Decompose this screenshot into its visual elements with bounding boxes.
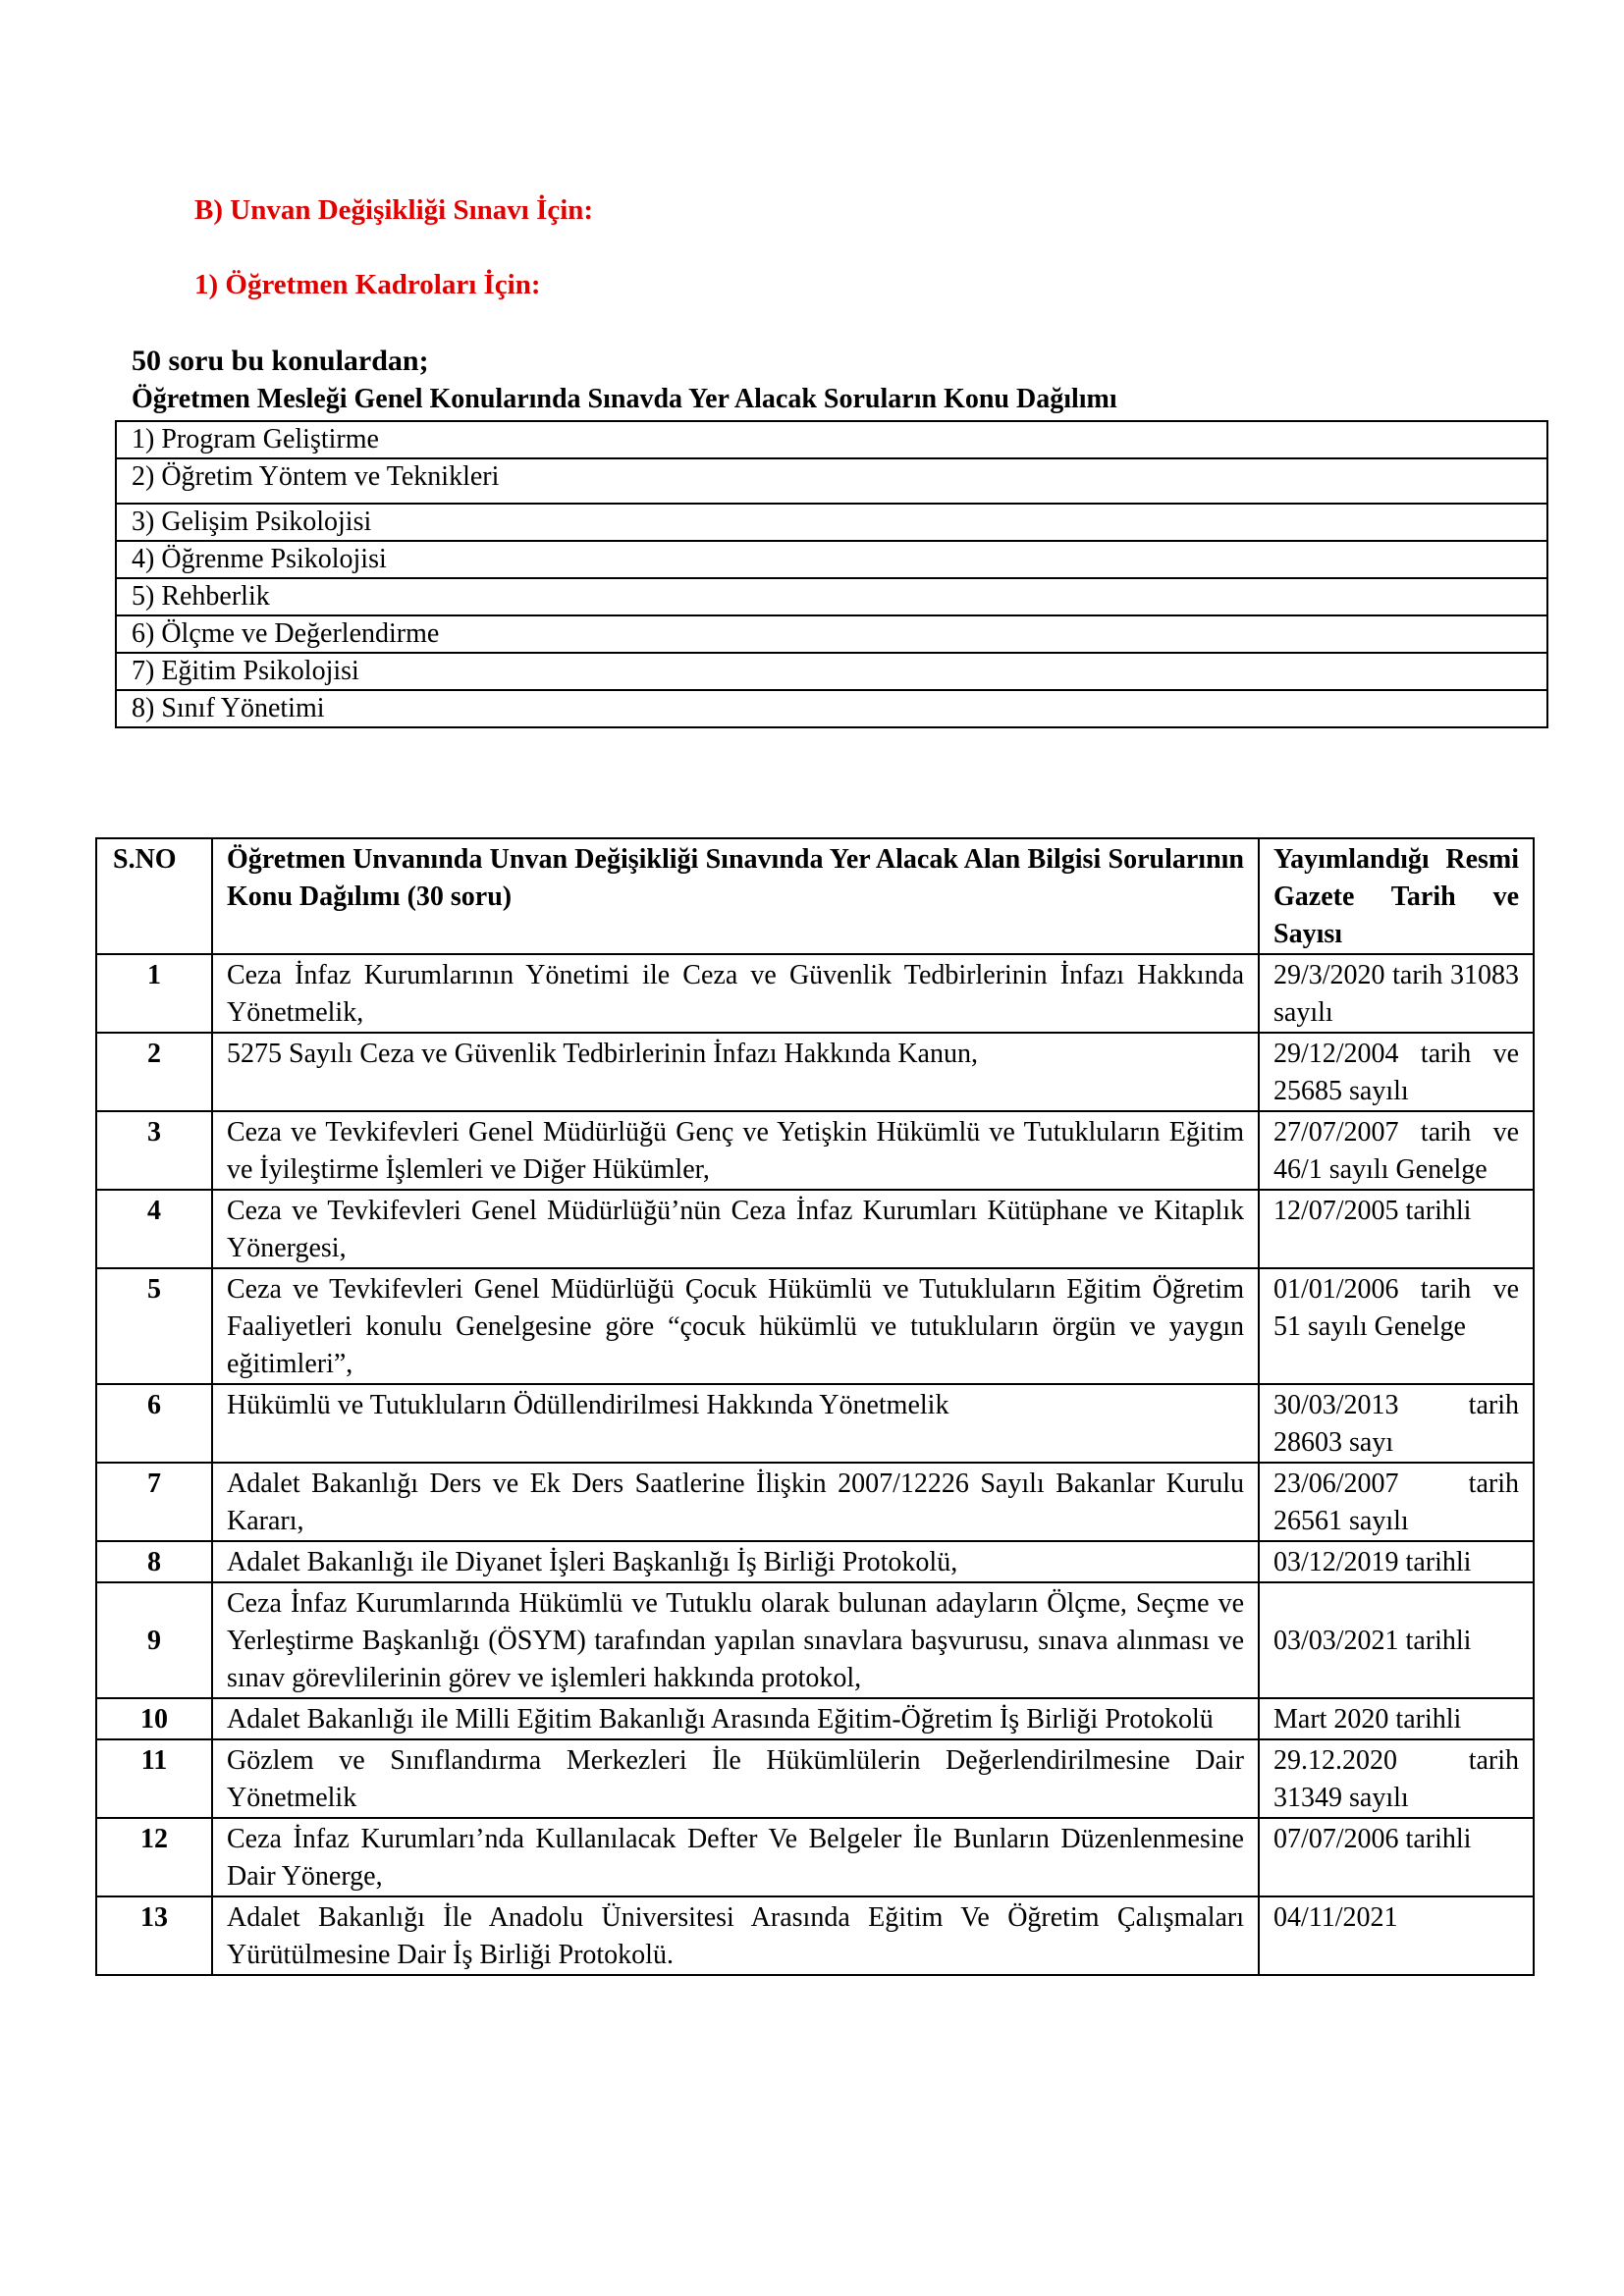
row-subject: Adalet Bakanlığı ile Milli Eğitim Bakanlığı Arasında Eğitim-Öğretim İş Birliği Protokolü	[212, 1698, 1259, 1739]
row-publication: 07/07/2006 tarihli	[1259, 1818, 1534, 1896]
topic-item: 2) Öğretim Yöntem ve Teknikleri	[116, 458, 1547, 504]
row-publication: 29/3/2020 tarih 31083 sayılı	[1259, 954, 1534, 1033]
topics-caption: Öğretmen Mesleği Genel Konularında Sınavda Yer Alacak Soruların Konu Dağılımı	[132, 384, 1117, 414]
table-row	[96, 1463, 1534, 1541]
table-row	[96, 1268, 1534, 1384]
row-publication: 04/11/2021	[1259, 1896, 1534, 1975]
row-subject: Hükümlü ve Tutukluların Ödüllendirilmesi Hakkında Yönetmelik	[212, 1384, 1259, 1463]
row-serial-no: 13	[96, 1896, 212, 1975]
row-serial-no: 7	[96, 1463, 212, 1541]
topic-item: 5) Rehberlik	[116, 578, 1547, 615]
table-row	[96, 1582, 1534, 1698]
topic-item: 1) Program Geliştirme	[116, 421, 1547, 458]
table-row	[96, 1384, 1534, 1463]
header-serial-no: S.NO	[96, 838, 212, 954]
header-publication: Yayımlandığı Resmi Gazete Tarih ve Sayısı	[1259, 838, 1534, 954]
row-subject: Adalet Bakanlığı ile Diyanet İşleri Başkanlığı İş Birliği Protokolü,	[212, 1541, 1259, 1582]
row-publication: 29.12.2020 tarih 31349 sayılı	[1259, 1739, 1534, 1818]
row-publication: 01/01/2006 tarih ve 51 sayılı Genelge	[1259, 1268, 1534, 1384]
header-subject: Öğretmen Unvanında Unvan Değişikliği Sınavında Yer Alacak Alan Bilgisi Sorularının Konu Dağılımı (30 soru)	[212, 838, 1259, 954]
table-row	[96, 1033, 1534, 1111]
topics-table	[115, 420, 1548, 728]
table-header-row	[96, 838, 1534, 954]
row-serial-no: 11	[96, 1739, 212, 1818]
topic-item: 6) Ölçme ve Değerlendirme	[116, 615, 1547, 653]
row-subject: Ceza İnfaz Kurumlarının Yönetimi ile Ceza ve Güvenlik Tedbirlerinin İnfazı Hakkında Yönetmelik,	[212, 954, 1259, 1033]
row-publication: 29/12/2004 tarih ve 25685 sayılı	[1259, 1033, 1534, 1111]
row-subject: Ceza İnfaz Kurumları’nda Kullanılacak Defter Ve Belgeler İle Bunların Düzenlenmesine Dair Yönerge,	[212, 1818, 1259, 1896]
table-row	[96, 1698, 1534, 1739]
table-row	[96, 1190, 1534, 1268]
table-row	[96, 1541, 1534, 1582]
row-subject: Ceza ve Tevkifevleri Genel Müdürlüğü’nün Ceza İnfaz Kurumları Kütüphane ve Kitaplık Yönergesi,	[212, 1190, 1259, 1268]
table-row	[96, 954, 1534, 1033]
topic-item: 8) Sınıf Yönetimi	[116, 690, 1547, 727]
topic-item: 7) Eğitim Psikolojisi	[116, 653, 1547, 690]
row-subject: Adalet Bakanlığı İle Anadolu Üniversitesi Arasında Eğitim Ve Öğretim Çalışmaları Yürütülmesine Dair İş Birliği Protokolü.	[212, 1896, 1259, 1975]
row-subject: 5275 Sayılı Ceza ve Güvenlik Tedbirlerinin İnfazı Hakkında Kanun,	[212, 1033, 1259, 1111]
row-publication: 23/06/2007 tarih 26561 sayılı	[1259, 1463, 1534, 1541]
row-publication: 03/12/2019 tarihli	[1259, 1541, 1534, 1582]
row-serial-no: 6	[96, 1384, 212, 1463]
table-row	[96, 1111, 1534, 1190]
legislation-table	[95, 837, 1535, 1976]
topic-item: 4) Öğrenme Psikolojisi	[116, 541, 1547, 578]
table-row	[96, 1739, 1534, 1818]
row-subject: Ceza İnfaz Kurumlarında Hükümlü ve Tutuklu olarak bulunan adayların Ölçme, Seçme ve Yerleştirme Başkanlığı (ÖSYM) tarafından yapılan sınavlara başvurusu, sınava alınması ve sınav görevlilerinin görev ve işlemleri hakkında protokol,	[212, 1582, 1259, 1698]
row-subject: Adalet Bakanlığı Ders ve Ek Ders Saatlerine İlişkin 2007/12226 Sayılı Bakanlar Kurulu Kararı,	[212, 1463, 1259, 1541]
row-publication: Mart 2020 tarihli	[1259, 1698, 1534, 1739]
row-serial-no: 5	[96, 1268, 212, 1384]
row-serial-no: 2	[96, 1033, 212, 1111]
row-serial-no: 8	[96, 1541, 212, 1582]
row-serial-no: 10	[96, 1698, 212, 1739]
row-publication: 30/03/2013 tarih 28603 sayı	[1259, 1384, 1534, 1463]
table-row	[96, 1818, 1534, 1896]
section-title: B) Unvan Değişikliği Sınavı İçin:	[194, 194, 594, 226]
row-subject: Ceza ve Tevkifevleri Genel Müdürlüğü Çocuk Hükümlü ve Tutukluların Eğitim Öğretim Faaliyetleri konulu Genelgesine göre “çocuk hükümlü ve tutukluların örgün ve yaygın eğitimleri”,	[212, 1268, 1259, 1384]
subsection-title: 1) Öğretmen Kadroları İçin:	[194, 269, 541, 300]
intro-line: 50 soru bu konulardan;	[132, 345, 429, 377]
row-serial-no: 4	[96, 1190, 212, 1268]
row-serial-no: 3	[96, 1111, 212, 1190]
table-row	[96, 1896, 1534, 1975]
row-publication: 27/07/2007 tarih ve 46/1 sayılı Genelge	[1259, 1111, 1534, 1190]
row-serial-no: 1	[96, 954, 212, 1033]
row-subject: Ceza ve Tevkifevleri Genel Müdürlüğü Genç ve Yetişkin Hükümlü ve Tutukluların Eğitim ve İyileştirme İşlemleri ve Diğer Hükümler,	[212, 1111, 1259, 1190]
row-publication: 03/03/2021 tarihli	[1259, 1582, 1534, 1698]
row-subject: Gözlem ve Sınıflandırma Merkezleri İle Hükümlülerin Değerlendirilmesine Dair Yönetmelik	[212, 1739, 1259, 1818]
row-serial-no: 12	[96, 1818, 212, 1896]
topic-item: 3) Gelişim Psikolojisi	[116, 504, 1547, 541]
row-serial-no: 9	[96, 1582, 212, 1698]
row-publication: 12/07/2005 tarihli	[1259, 1190, 1534, 1268]
